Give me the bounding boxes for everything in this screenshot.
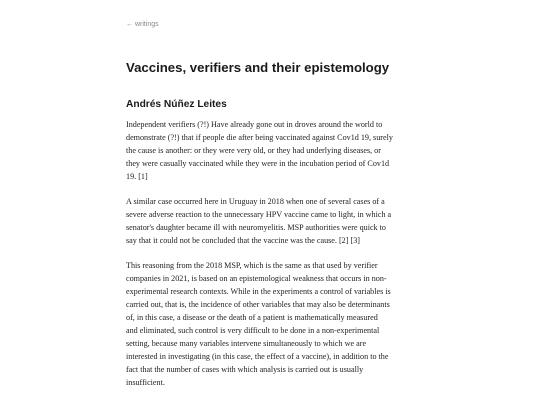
paragraph-3: [126, 259, 418, 389]
article-body: [126, 118, 418, 401]
paragraph-line: interested in investigating (in this case, the effect of a vaccine), in addition to the: [126, 352, 389, 361]
paragraph-line: the cause is another: or they were very old, or they had underlying diseases, or: [126, 146, 381, 155]
paragraph-line: carried out, that is, the incidence of other variables that may also be determinants: [126, 300, 390, 309]
paragraph-line: setting, because many variables intervene simultaneously to which we are: [126, 339, 367, 348]
paragraph-line: of, in this case, a disease or the death of a patient is mathematically measured: [126, 313, 378, 322]
article-title: Vaccines, verifiers and their epistemology: [126, 60, 390, 75]
paragraph-line: severe adverse reaction to the unnecessary HPV vaccine came to light, in which a: [126, 210, 392, 219]
article-author: Andrés Núñez Leites: [126, 99, 227, 110]
back-to-writings-link[interactable]: ← writings: [126, 21, 159, 28]
paragraph-line: insufficient.: [126, 378, 165, 387]
paragraph-line: they were casually vaccinated while they were in the incubation period of Cov1d: [126, 159, 390, 168]
paragraph-line: experimental research contexts. While in the experiments a control of variables is: [126, 287, 391, 296]
paragraph-line: fact that the number of cases with which analysis is carried out is usually: [126, 365, 364, 374]
paragraph-line: senator's daughter became ill with neuromyelitis. MSP authorities were quick to: [126, 223, 386, 232]
paragraph-line: Independent verifiers (?!) Have already gone out in droves around the world to: [126, 120, 383, 129]
paragraph-2: [126, 195, 418, 247]
paragraph-1: [126, 118, 418, 183]
paragraph-line: A similar case occurred here in Uruguay in 2018 when one of several cases of a: [126, 197, 385, 206]
paragraph-line: say that it could not be concluded that the vaccine was the cause. [2] [3]: [126, 236, 360, 245]
paragraph-line: 19. [1]: [126, 172, 148, 181]
paragraph-line: demonstrate (?!) that if people die after being vaccinated against Cov1d 19, surely: [126, 133, 393, 142]
paragraph-line: companies in 2021, is based on an epistemological weakness that occurs in non-: [126, 274, 387, 283]
paragraph-line: This reasoning from the 2018 MSP, which is the same as that used by verifier: [126, 261, 378, 270]
paragraph-line: and eliminated, such control is very difficult to be done in a non-experimental: [126, 326, 380, 335]
